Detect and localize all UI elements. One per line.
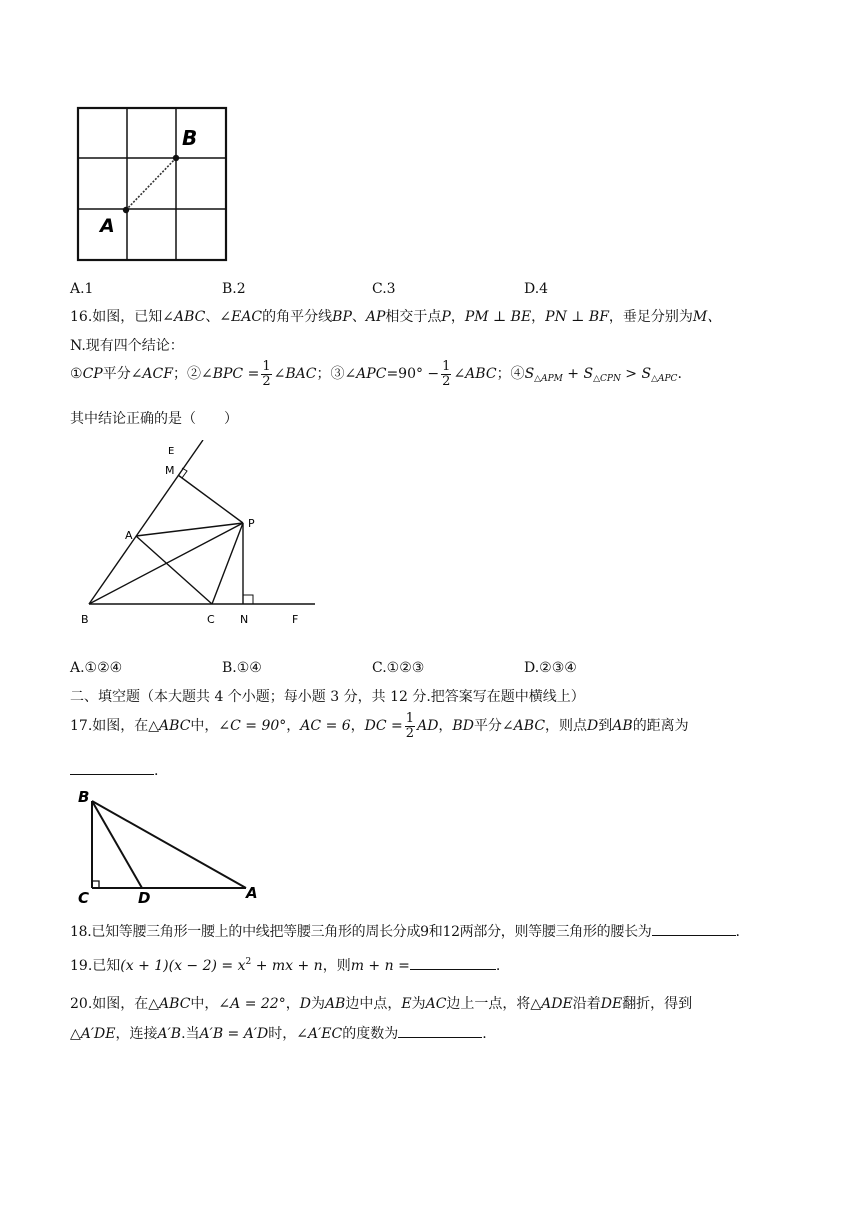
q15-option-a: A.1 — [70, 281, 94, 297]
q17-line1: 17.如图，在△ABC中，∠C = 90°，AC = 6，DC = $\frac{1}{2}$ AD，BD平分∠ABC，则点D到AB的距离为 — [70, 711, 689, 741]
label-c: C — [78, 889, 90, 905]
q16-option-d: D.②③④ — [524, 660, 577, 676]
q20-answer-blank[interactable] — [398, 1023, 482, 1038]
section-heading: 二、填空题（本大题共 4 个小题；每小题 3 分，共 12 分.把答案写在题中横线上） — [70, 689, 585, 705]
label-n: N — [240, 613, 249, 626]
q16-geometry-figure — [70, 440, 330, 640]
label-b: B — [78, 788, 90, 806]
label-a: A — [125, 529, 133, 542]
q18-text: 18.已知等腰三角形一腰上的中线把等腰三角形的周长分成9和12两部分，则等腰三角形的腰长为 . — [70, 921, 740, 941]
label-p: P — [248, 517, 255, 530]
point-a-label: A — [100, 215, 115, 237]
fraction-half-3: $\frac{1}{2}$ — [405, 711, 415, 741]
q17-triangle-figure — [70, 785, 270, 905]
q16-option-a: A.①②④ — [70, 660, 123, 676]
q16-option-b: B.①④ — [222, 660, 262, 676]
q15-option-c: C.3 — [372, 281, 396, 297]
label-c: C — [207, 613, 215, 626]
fraction-half-2: $\frac{1}{2}$ — [442, 359, 451, 389]
q16-conclusions: ①CP平分∠ACF；②∠BPC = $\frac{1}{2}$ ∠BAC；③∠APC=90° − $\frac{1}{2}$ ∠ABC；$④S_{\triangle APM} + S_{\triangle CPN} > S_{\triangle APC}$. — [70, 359, 682, 389]
q17-answer-blank[interactable] — [70, 760, 154, 775]
label-e: E — [168, 446, 175, 457]
q16-option-c: C.①②③ — [372, 660, 425, 676]
q20-line2: △A′DE，连接A′B.当A′B = A′D时，∠A′EC的度数为 . — [70, 1023, 487, 1043]
q19-answer-blank[interactable] — [410, 955, 496, 970]
label-f: F — [292, 613, 299, 626]
q19-text: 19.已知$(x + 1)(x - 2) = x^2$ + mx + n，则m + n = . — [70, 957, 501, 974]
label-d: D — [138, 889, 151, 905]
fraction-half: $\frac{1}{2}$ — [262, 359, 271, 389]
q16-line2: N.现有四个结论： — [70, 338, 184, 354]
label-a: A — [246, 884, 258, 902]
q17-answer-line: . — [70, 760, 158, 779]
label-b: B — [81, 613, 89, 626]
q16-line1: 16.如图，已知∠ABC、∠EAC的角平分线BP、AP相交于点P，PM ⊥ BE，PN ⊥ BF，垂足分别为M、 — [70, 309, 722, 325]
q15-option-d: D.4 — [524, 281, 549, 297]
q20-line1: 20.如图，在△ABC中，∠A = 22°，D为AB边中点，E为AC边上一点，将△ADE沿着DE翻折，得到 — [70, 996, 693, 1012]
q18-answer-blank[interactable] — [652, 921, 736, 936]
label-m: M — [165, 464, 175, 477]
q15-option-b: B.2 — [222, 281, 246, 297]
q16-ask: 其中结论正确的是（ ） — [70, 411, 238, 427]
q15-grid-figure — [70, 100, 235, 270]
point-b-label: B — [182, 126, 198, 150]
